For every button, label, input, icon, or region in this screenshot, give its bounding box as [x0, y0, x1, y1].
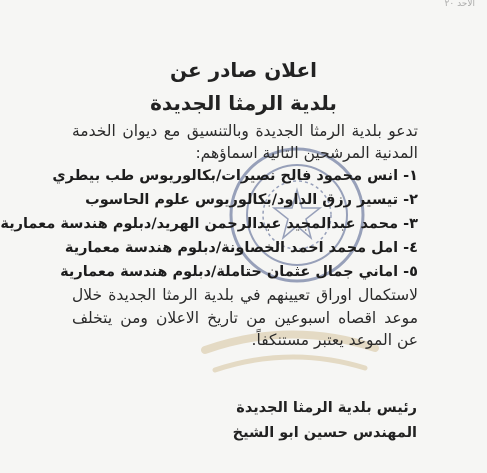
issuer-name: بلدية الرمثا الجديدة [150, 91, 337, 115]
closing-paragraph: لاستكمال اوراق تعيينهم في بلدية الرمثا الجديدة خلال موعد اقصاه اسبوعين من تاريخ الاعلان ومن يتخلف عن الموعد يعتبر مستنكفاً. [72, 286, 418, 349]
list-item: ١- انس محمود فالح نصيرات/بكالوريوس طب بيطري [52, 168, 418, 184]
candidate-list [0, 164, 418, 284]
list-item: ٢- تيسير رزق الداود/بكالوريوس علوم الحاسوب [85, 192, 418, 208]
announcement-body [0, 120, 418, 352]
signature-title: رئيس بلدية الرمثا الجديدة [236, 400, 417, 416]
signature-name: المهندس حسين ابو الشيخ [232, 425, 417, 441]
top-edge-text: الأحد ٢٠ [444, 0, 475, 9]
list-item: ٤- امل محمد احمد الخصاونة/دبلوم هندسة معمارية [64, 240, 418, 256]
announcement-title: اعلان صادر عن [170, 58, 317, 82]
list-item: ٣- محمد عبدالمجيد عبدالرحمن الهريد/دبلوم هندسة معمارية [0, 216, 418, 232]
intro-paragraph: تدعو بلدية الرمثا الجديدة وبالتنسيق مع ديوان الخدمة المدنية المرشحين التالية اسماؤهم: [72, 122, 418, 162]
list-item: ٥- اماني جمال عثمان حتاملة/دبلوم هندسة معمارية [60, 264, 418, 280]
signature-block [233, 396, 417, 446]
